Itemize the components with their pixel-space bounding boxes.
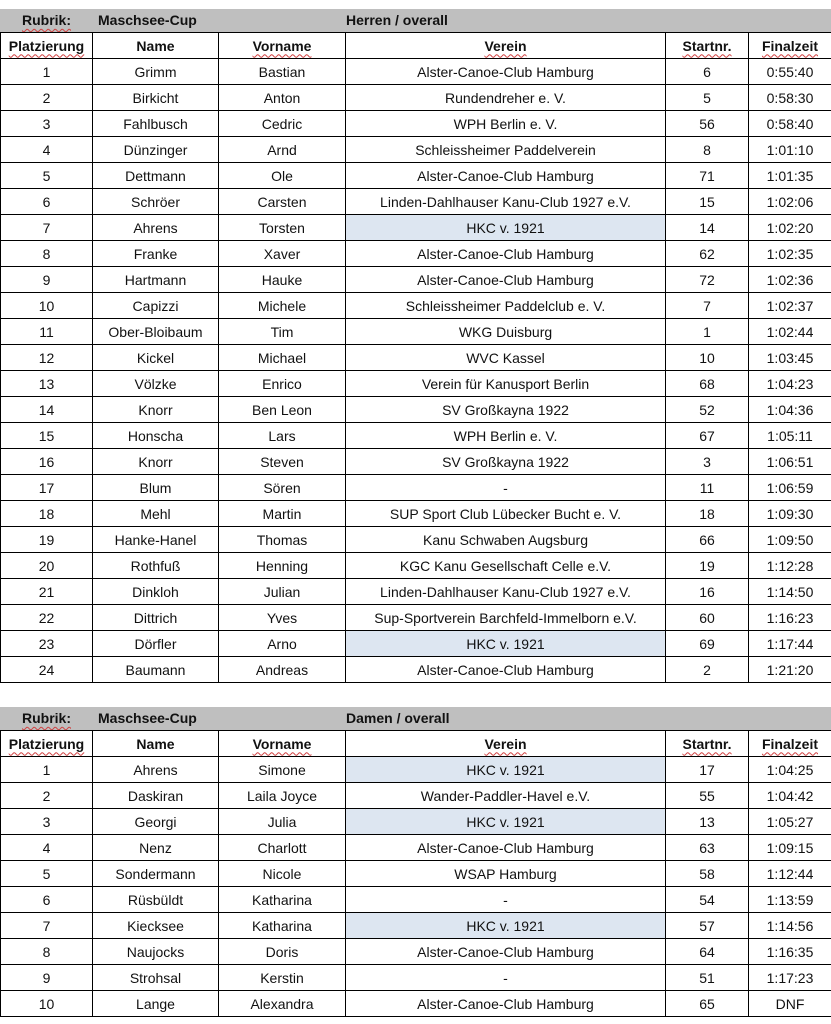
cell-verein: Alster-Canoe-Club Hamburg [346, 835, 666, 861]
table-row [1, 345, 831, 371]
cell-name: Dünzinger [93, 137, 219, 163]
table-row [1, 215, 831, 241]
cell-vorname: Nicole [219, 861, 346, 887]
cell-platzierung: 23 [1, 631, 93, 657]
cell-finalzeit: 1:09:50 [749, 527, 831, 553]
cell-vorname: Kerstin [219, 965, 346, 991]
cell-platzierung: 16 [1, 449, 93, 475]
cell-name: Grimm [93, 59, 219, 85]
cell-vorname: Steven [219, 449, 346, 475]
cell-finalzeit: 1:03:45 [749, 345, 831, 371]
cell-verein: Alster-Canoe-Club Hamburg [346, 939, 666, 965]
cell-vorname: Doris [219, 939, 346, 965]
cell-startnr: 56 [666, 111, 749, 137]
cell-finalzeit: 1:01:35 [749, 163, 831, 189]
table-row [1, 809, 831, 835]
cell-name: Birkicht [93, 85, 219, 111]
cell-platzierung: 10 [1, 991, 93, 1017]
table-row [1, 913, 831, 939]
cell-verein: Schleissheimer Paddelverein [346, 137, 666, 163]
cell-finalzeit: 1:06:51 [749, 449, 831, 475]
damen-header-row [1, 731, 831, 757]
cell-verein: WSAP Hamburg [346, 861, 666, 887]
cell-name: Mehl [93, 501, 219, 527]
table-row [1, 553, 831, 579]
herren-rubrik-bar [0, 9, 831, 32]
cell-platzierung: 22 [1, 605, 93, 631]
cell-startnr: 8 [666, 137, 749, 163]
cell-platzierung: 7 [1, 913, 93, 939]
cell-finalzeit: 1:14:50 [749, 579, 831, 605]
cell-verein: HKC v. 1921 [346, 757, 666, 783]
cell-vorname: Lars [219, 423, 346, 449]
cell-platzierung: 4 [1, 137, 93, 163]
table-row [1, 631, 831, 657]
damen-cup-title: Maschsee-Cup [98, 710, 197, 726]
cell-finalzeit: 1:02:44 [749, 319, 831, 345]
cell-finalzeit: 1:02:06 [749, 189, 831, 215]
cell-finalzeit: 1:16:23 [749, 605, 831, 631]
cell-name: Ahrens [93, 215, 219, 241]
cell-platzierung: 5 [1, 163, 93, 189]
cell-platzierung: 17 [1, 475, 93, 501]
table-row [1, 835, 831, 861]
cell-vorname: Yves [219, 605, 346, 631]
cell-vorname: Julia [219, 809, 346, 835]
cell-vorname: Michael [219, 345, 346, 371]
cell-verein: WPH Berlin e. V. [346, 423, 666, 449]
herren-header-row [1, 33, 831, 59]
cell-startnr: 72 [666, 267, 749, 293]
cell-finalzeit: 1:04:36 [749, 397, 831, 423]
cell-startnr: 14 [666, 215, 749, 241]
cell-startnr: 52 [666, 397, 749, 423]
cell-finalzeit: 0:58:40 [749, 111, 831, 137]
cell-startnr: 58 [666, 861, 749, 887]
cell-vorname: Simone [219, 757, 346, 783]
cell-vorname: Alexandra [219, 991, 346, 1017]
cell-platzierung: 6 [1, 887, 93, 913]
cell-platzierung: 21 [1, 579, 93, 605]
cell-verein: Alster-Canoe-Club Hamburg [346, 59, 666, 85]
cell-name: Dittrich [93, 605, 219, 631]
cell-startnr: 57 [666, 913, 749, 939]
cell-verein: HKC v. 1921 [346, 631, 666, 657]
col-header-verein: Verein [346, 731, 666, 757]
damen-rubrik-bar [0, 707, 831, 730]
table-row [1, 475, 831, 501]
cell-verein: SV Großkayna 1922 [346, 397, 666, 423]
table-row [1, 137, 831, 163]
cell-finalzeit: 1:17:23 [749, 965, 831, 991]
table-row [1, 371, 831, 397]
cell-name: Rothfuß [93, 553, 219, 579]
cell-verein: HKC v. 1921 [346, 913, 666, 939]
cell-platzierung: 6 [1, 189, 93, 215]
cell-name: Nenz [93, 835, 219, 861]
col-header-name: Name [93, 33, 219, 59]
cell-name: Dörfler [93, 631, 219, 657]
cell-startnr: 2 [666, 657, 749, 683]
cell-finalzeit: 1:16:35 [749, 939, 831, 965]
table-row [1, 501, 831, 527]
cell-finalzeit: 1:04:23 [749, 371, 831, 397]
cell-platzierung: 2 [1, 783, 93, 809]
cell-finalzeit: 1:13:59 [749, 887, 831, 913]
cell-verein: - [346, 965, 666, 991]
cell-startnr: 63 [666, 835, 749, 861]
cell-finalzeit: 1:17:44 [749, 631, 831, 657]
cell-name: Völzke [93, 371, 219, 397]
cell-platzierung: 11 [1, 319, 93, 345]
cell-name: Dettmann [93, 163, 219, 189]
cell-vorname: Laila Joyce [219, 783, 346, 809]
cell-finalzeit: 0:58:30 [749, 85, 831, 111]
cell-verein: SV Großkayna 1922 [346, 449, 666, 475]
cell-vorname: Tim [219, 319, 346, 345]
table-row [1, 991, 831, 1017]
table-row [1, 605, 831, 631]
col-header-platzierung: Platzierung [1, 731, 93, 757]
table-row [1, 887, 831, 913]
table-row [1, 449, 831, 475]
cell-finalzeit: 1:09:15 [749, 835, 831, 861]
table-row [1, 423, 831, 449]
cell-name: Ober-Bloibaum [93, 319, 219, 345]
cell-vorname: Katharina [219, 887, 346, 913]
cell-vorname: Ben Leon [219, 397, 346, 423]
cell-platzierung: 5 [1, 861, 93, 887]
cell-verein: KGC Kanu Gesellschaft Celle e.V. [346, 553, 666, 579]
cell-verein: WVC Kassel [346, 345, 666, 371]
cell-name: Kiecksee [93, 913, 219, 939]
cell-startnr: 5 [666, 85, 749, 111]
cell-finalzeit: 1:02:35 [749, 241, 831, 267]
cell-startnr: 3 [666, 449, 749, 475]
cell-verein: Alster-Canoe-Club Hamburg [346, 991, 666, 1017]
cell-platzierung: 14 [1, 397, 93, 423]
cell-vorname: Carsten [219, 189, 346, 215]
herren-cup-title: Maschsee-Cup [98, 12, 197, 28]
cell-name: Hanke-Hanel [93, 527, 219, 553]
cell-name: Knorr [93, 449, 219, 475]
table-row [1, 163, 831, 189]
cell-verein: SUP Sport Club Lübecker Bucht e. V. [346, 501, 666, 527]
cell-verein: Rundendreher e. V. [346, 85, 666, 111]
table-row [1, 267, 831, 293]
col-header-vorname: Vorname [219, 731, 346, 757]
table-row [1, 111, 831, 137]
table-row [1, 189, 831, 215]
cell-vorname: Torsten [219, 215, 346, 241]
cell-vorname: Martin [219, 501, 346, 527]
cell-finalzeit: 1:12:28 [749, 553, 831, 579]
cell-finalzeit: 1:06:59 [749, 475, 831, 501]
cell-name: Knorr [93, 397, 219, 423]
table-row [1, 783, 831, 809]
cell-verein: Alster-Canoe-Club Hamburg [346, 657, 666, 683]
table-row [1, 657, 831, 683]
cell-finalzeit: 0:55:40 [749, 59, 831, 85]
cell-finalzeit: 1:09:30 [749, 501, 831, 527]
cell-name: Kickel [93, 345, 219, 371]
cell-platzierung: 1 [1, 757, 93, 783]
cell-finalzeit: DNF [749, 991, 831, 1017]
table-row [1, 861, 831, 887]
cell-startnr: 64 [666, 939, 749, 965]
cell-vorname: Thomas [219, 527, 346, 553]
herren-results-table [0, 32, 831, 683]
cell-vorname: Anton [219, 85, 346, 111]
cell-startnr: 60 [666, 605, 749, 631]
cell-vorname: Julian [219, 579, 346, 605]
cell-platzierung: 4 [1, 835, 93, 861]
cell-verein: WKG Duisburg [346, 319, 666, 345]
cell-verein: HKC v. 1921 [346, 809, 666, 835]
cell-startnr: 7 [666, 293, 749, 319]
col-header-startnr: Startnr. [666, 33, 749, 59]
cell-name: Capizzi [93, 293, 219, 319]
cell-platzierung: 9 [1, 267, 93, 293]
cell-platzierung: 3 [1, 809, 93, 835]
cell-finalzeit: 1:04:42 [749, 783, 831, 809]
cell-name: Baumann [93, 657, 219, 683]
cell-verein: Linden-Dahlhauser Kanu-Club 1927 e.V. [346, 189, 666, 215]
cell-platzierung: 8 [1, 939, 93, 965]
cell-finalzeit: 1:02:36 [749, 267, 831, 293]
table-row [1, 965, 831, 991]
cell-startnr: 15 [666, 189, 749, 215]
cell-vorname: Ole [219, 163, 346, 189]
cell-verein: WPH Berlin e. V. [346, 111, 666, 137]
cell-platzierung: 10 [1, 293, 93, 319]
cell-platzierung: 13 [1, 371, 93, 397]
cell-vorname: Cedric [219, 111, 346, 137]
cell-name: Schröer [93, 189, 219, 215]
cell-name: Lange [93, 991, 219, 1017]
table-row [1, 85, 831, 111]
table-row [1, 397, 831, 423]
cell-name: Strohsal [93, 965, 219, 991]
table-row [1, 757, 831, 783]
cell-finalzeit: 1:14:56 [749, 913, 831, 939]
cell-verein: Alster-Canoe-Club Hamburg [346, 241, 666, 267]
cell-finalzeit: 1:04:25 [749, 757, 831, 783]
cell-vorname: Michele [219, 293, 346, 319]
cell-startnr: 54 [666, 887, 749, 913]
table-row [1, 939, 831, 965]
cell-vorname: Xaver [219, 241, 346, 267]
cell-vorname: Hauke [219, 267, 346, 293]
cell-startnr: 18 [666, 501, 749, 527]
cell-verein: - [346, 475, 666, 501]
cell-verein: Linden-Dahlhauser Kanu-Club 1927 e.V. [346, 579, 666, 605]
table-row [1, 241, 831, 267]
herren-rubrik-label: Rubrik: [22, 12, 71, 28]
cell-startnr: 68 [666, 371, 749, 397]
cell-platzierung: 3 [1, 111, 93, 137]
cell-name: Dinkloh [93, 579, 219, 605]
cell-vorname: Katharina [219, 913, 346, 939]
col-header-verein: Verein [346, 33, 666, 59]
cell-name: Hartmann [93, 267, 219, 293]
table-row [1, 59, 831, 85]
cell-startnr: 66 [666, 527, 749, 553]
cell-name: Daskiran [93, 783, 219, 809]
cell-name: Rüsbüldt [93, 887, 219, 913]
cell-finalzeit: 1:05:27 [749, 809, 831, 835]
table-row [1, 293, 831, 319]
cell-name: Honscha [93, 423, 219, 449]
cell-startnr: 19 [666, 553, 749, 579]
cell-platzierung: 15 [1, 423, 93, 449]
col-header-startnr: Startnr. [666, 731, 749, 757]
cell-verein: Alster-Canoe-Club Hamburg [346, 267, 666, 293]
herren-category: Herren / overall [346, 12, 448, 28]
cell-platzierung: 7 [1, 215, 93, 241]
cell-platzierung: 20 [1, 553, 93, 579]
cell-finalzeit: 1:12:44 [749, 861, 831, 887]
cell-startnr: 17 [666, 757, 749, 783]
cell-finalzeit: 1:02:20 [749, 215, 831, 241]
cell-finalzeit: 1:01:10 [749, 137, 831, 163]
col-header-name: Name [93, 731, 219, 757]
cell-platzierung: 8 [1, 241, 93, 267]
cell-vorname: Arno [219, 631, 346, 657]
cell-platzierung: 24 [1, 657, 93, 683]
cell-name: Franke [93, 241, 219, 267]
cell-verein: Sup-Sportverein Barchfeld-Immelborn e.V. [346, 605, 666, 631]
table-row [1, 319, 831, 345]
cell-startnr: 10 [666, 345, 749, 371]
damen-results-table [0, 730, 831, 1017]
cell-name: Naujocks [93, 939, 219, 965]
cell-finalzeit: 1:05:11 [749, 423, 831, 449]
cell-verein: Kanu Schwaben Augsburg [346, 527, 666, 553]
cell-vorname: Sören [219, 475, 346, 501]
cell-startnr: 67 [666, 423, 749, 449]
cell-vorname: Henning [219, 553, 346, 579]
cell-startnr: 69 [666, 631, 749, 657]
cell-verein: - [346, 887, 666, 913]
damen-rubrik-label: Rubrik: [22, 710, 71, 726]
cell-startnr: 6 [666, 59, 749, 85]
cell-name: Sondermann [93, 861, 219, 887]
col-header-finalzeit: Finalzeit [749, 731, 831, 757]
cell-platzierung: 19 [1, 527, 93, 553]
cell-startnr: 65 [666, 991, 749, 1017]
cell-platzierung: 9 [1, 965, 93, 991]
cell-verein: Verein für Kanusport Berlin [346, 371, 666, 397]
cell-startnr: 16 [666, 579, 749, 605]
cell-verein: Wander-Paddler-Havel e.V. [346, 783, 666, 809]
cell-finalzeit: 1:02:37 [749, 293, 831, 319]
cell-platzierung: 1 [1, 59, 93, 85]
cell-name: Blum [93, 475, 219, 501]
table-row [1, 527, 831, 553]
cell-vorname: Arnd [219, 137, 346, 163]
cell-startnr: 71 [666, 163, 749, 189]
cell-startnr: 55 [666, 783, 749, 809]
cell-startnr: 62 [666, 241, 749, 267]
damen-category: Damen / overall [346, 710, 450, 726]
cell-startnr: 51 [666, 965, 749, 991]
col-header-vorname: Vorname [219, 33, 346, 59]
cell-verein: Schleissheimer Paddelclub e. V. [346, 293, 666, 319]
table-row [1, 579, 831, 605]
cell-startnr: 11 [666, 475, 749, 501]
cell-startnr: 1 [666, 319, 749, 345]
col-header-finalzeit: Finalzeit [749, 33, 831, 59]
cell-vorname: Bastian [219, 59, 346, 85]
cell-vorname: Charlott [219, 835, 346, 861]
cell-name: Fahlbusch [93, 111, 219, 137]
cell-platzierung: 12 [1, 345, 93, 371]
cell-vorname: Andreas [219, 657, 346, 683]
cell-platzierung: 18 [1, 501, 93, 527]
cell-vorname: Enrico [219, 371, 346, 397]
cell-name: Ahrens [93, 757, 219, 783]
cell-startnr: 13 [666, 809, 749, 835]
cell-finalzeit: 1:21:20 [749, 657, 831, 683]
col-header-platzierung: Platzierung [1, 33, 93, 59]
cell-verein: Alster-Canoe-Club Hamburg [346, 163, 666, 189]
cell-name: Georgi [93, 809, 219, 835]
cell-platzierung: 2 [1, 85, 93, 111]
cell-verein: HKC v. 1921 [346, 215, 666, 241]
